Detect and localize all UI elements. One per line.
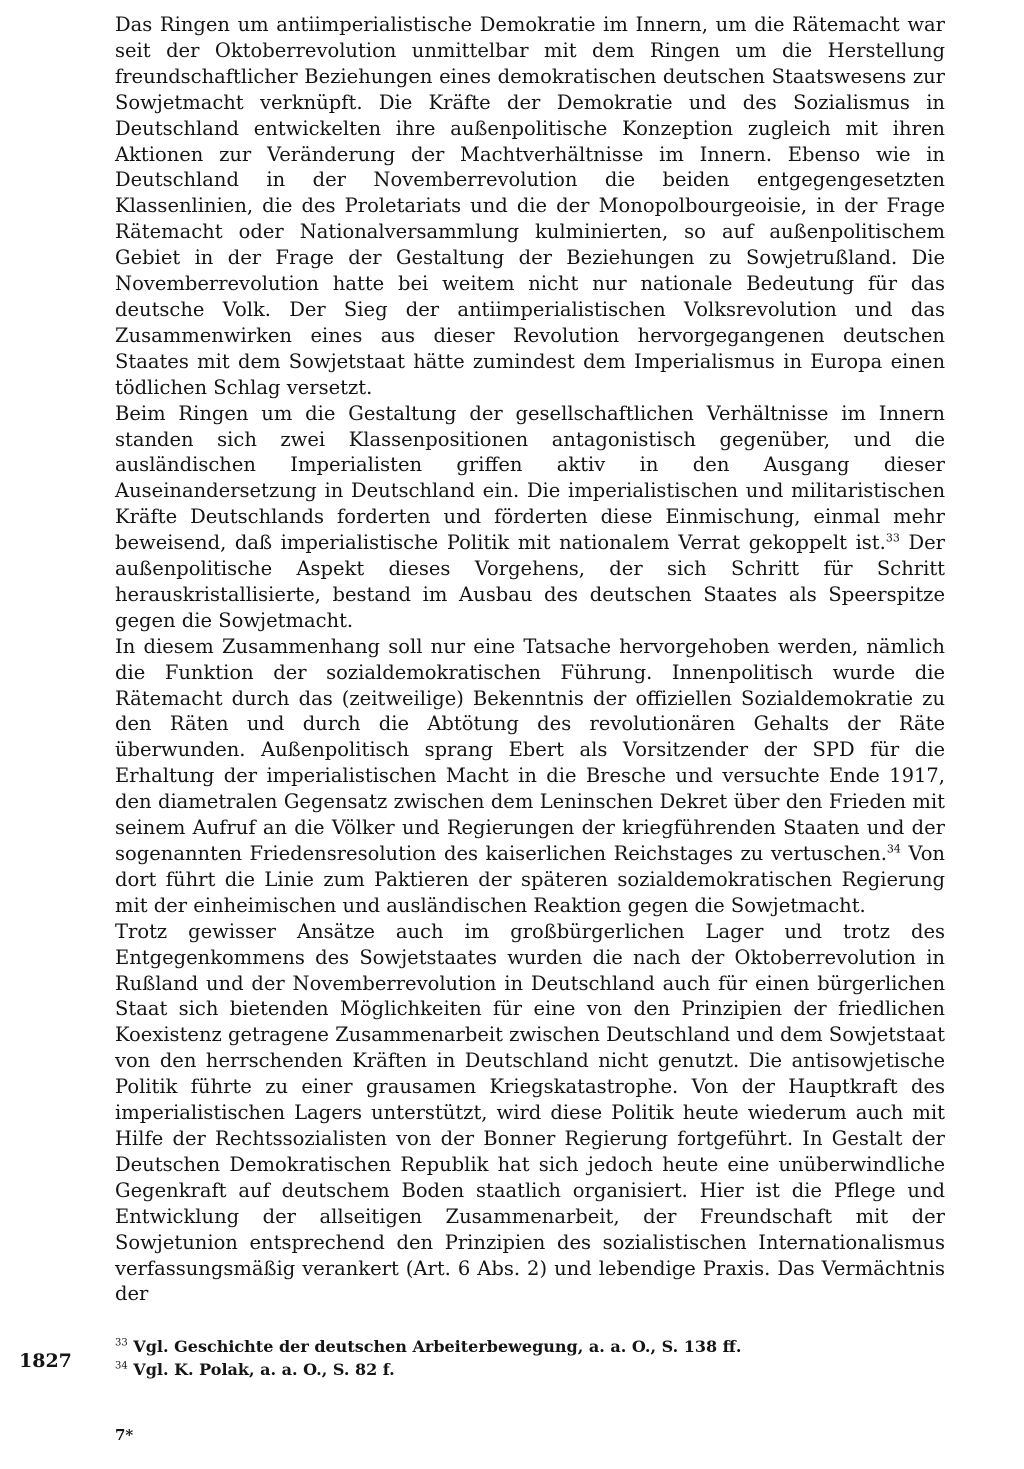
paragraph-3-text-b: Von dort führt die Linie zum Paktieren der späteren sozialdemokratischen Regierung mit der einheimischen und ausländischen Reaktion gegen die Sowjetmacht. [115, 842, 945, 917]
paragraph-3-text-a: In diesem Zusammenhang soll nur eine Tatsache hervorgehoben werden, nämlich die Funktion der sozialdemokratischen Führung. Innenpolitisch wurde die Rätemacht durch das (zeitweilige) Bekenntnis der offiziellen Sozialdemokratie zu den Räten und durch die Abtötung des revolutionären Gehalts der Räte überwunden. Außenpolitisch sprang Ebert als Vorsitzender der SPD für die Erhaltung der imperialistischen Macht in die Bresche und versuchte Ende 1917, den diametralen Gegensatz zwischen dem Leninschen Dekret über den Frieden mit seinem Aufruf an die Völker und Regierungen der kriegführenden Staaten und der sogenannten Friedensresolution des kaiserlichen Reichstages zu vertuschen. [115, 634, 945, 865]
paragraph-1: Das Ringen um antiimperialistische Demokratie im Innern, um die Rätemacht war seit der Oktoberrevolution unmittelbar mit dem Ringen um die Herstellung freundschaftlicher Beziehungen eines demokratischen deutschen Staatswesens zur Sowjetmacht verknüpft. Die Kräfte der Demokratie und des Sozialismus in Deutschland entwickelten ihre außenpolitische Konzeption zugleich mit ihren Aktionen zur Veränderung der Machtverhältnisse im Innern. Ebenso wie in Deutschland in der Novemberrevolution die beiden entgegengesetzten Klassenlinien, die des Proletariats und die der Monopolbourgeoisie, in der Frage Rätemacht oder Nationalversammlung kulminierten, so auf außenpolitischem Gebiet in der Frage der Gestaltung der Beziehungen zu Sowjetrußland. Die Novemberrevolution hatte bei weitem nicht nur nationale Bedeutung für das deutsche Volk. Der Sieg der antiimperialistischen Volksrevolution und das Zusammenwirken eines aus dieser Revolution hervorgegangenen deutschen Staates mit dem Sowjetstaat hätte zumindest dem Imperialismus in Europa einen tödlichen Schlag versetzt. [115, 13, 945, 399]
footnote-33 [115, 1335, 945, 1358]
page-number: 1827 [19, 1350, 72, 1372]
footnote-ref-34: 34 [886, 842, 901, 856]
footnote-ref-33: 33 [885, 531, 900, 545]
footnote-number: 33 [115, 1337, 128, 1349]
paragraph-2-text-a: Beim Ringen um die Gestaltung der gesellschaftlichen Verhältnisse im Innern standen sich zwei Klassenpositionen antagonistisch gegenüber, und die ausländischen Imperialisten griffen aktiv in den Ausgang dieser Auseinandersetzung in Deutschland ein. Die imperialistischen und militaristischen Kräfte Deutschlands forderten und förderten diese Einmischung, einmal mehr beweisend, daß imperialistische Politik mit nationalem Verrat gekoppelt ist. [115, 401, 945, 555]
body-text [115, 12, 945, 1307]
paragraph-2 [115, 401, 945, 634]
signature-mark: 7* [115, 1426, 134, 1444]
footnote-34 [115, 1358, 945, 1381]
footnote-text: Vgl. Geschichte der deutschen Arbeiterbewegung, a. a. O., S. 138 ff. [127, 1337, 742, 1356]
footnote-number: 34 [115, 1360, 128, 1372]
paragraph-3 [115, 634, 945, 919]
footnote-text: Vgl. K. Polak, a. a. O., S. 82 f. [127, 1360, 395, 1379]
footnotes [115, 1335, 945, 1381]
paragraph-4: Trotz gewisser Ansätze auch im großbürgerlichen Lager und trotz des Entgegenkommens des Sowjetstaates wurden die nach der Oktoberrevolution in Rußland und der Novemberrevolution in Deutschland auch für einen bürgerlichen Staat sich bietenden Möglichkeiten für eine von den Prinzipien der friedlichen Koexistenz getragene Zusammenarbeit zwischen Deutschland und dem Sowjetstaat von den herrschenden Kräften in Deutschland nicht genutzt. Die antisowjetische Politik führte zu einer grausamen Kriegskatastrophe. Von der Hauptkraft des imperialistischen Lagers unterstützt, wird diese Politik heute wiederum auch mit Hilfe der Rechtssozialisten von der Bonner Regierung fortgeführt. In Gestalt der Deutschen Demokratischen Republik hat sich jedoch heute eine unüberwindliche Gegenkraft auf deutschem Boden staatlich organisiert. Hier ist die Pflege und Entwicklung der allseitigen Zusammenarbeit, der Freundschaft mit der Sowjetunion entsprechend den Prinzipien des sozialistischen Internationalismus verfassungsmäßig verankert (Art. 6 Abs. 2) und lebendige Praxis. Das Vermächtnis der [115, 919, 945, 1306]
paragraph-2-text-b: Der außenpolitische Aspekt dieses Vorgehens, der sich Schritt für Schritt herauskristallisierte, bestand im Ausbau des deutschen Staates als Speerspitze gegen die Sowjetmacht. [115, 531, 945, 632]
